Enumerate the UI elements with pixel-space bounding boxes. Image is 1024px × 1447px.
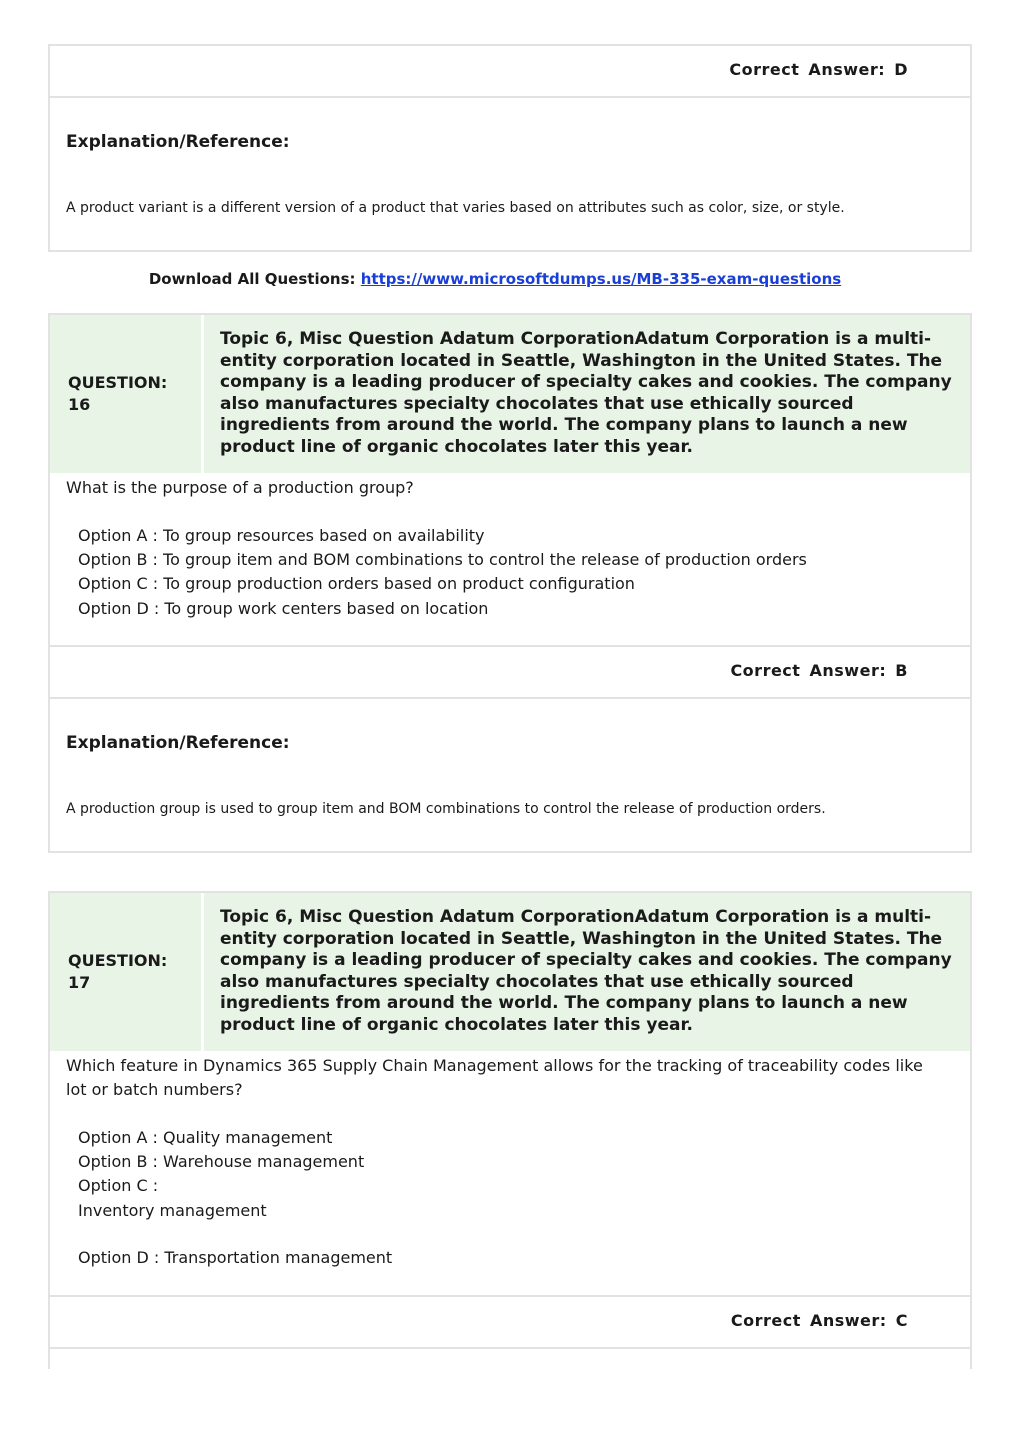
download-link[interactable]: https://www.microsoftdumps.us/MB-335-exam-questions	[360, 270, 842, 288]
option-a: Option A : Quality management	[78, 1128, 333, 1147]
question-label	[50, 315, 204, 473]
option-d: Option D : To group work centers based on location	[78, 599, 489, 618]
question-text: What is the purpose of a production group?	[66, 478, 414, 497]
option-c: Option C : To group production orders based on product configuration	[78, 574, 635, 593]
question-label	[50, 893, 204, 1051]
explanation-title: Explanation/Reference:	[66, 132, 290, 152]
correct-answer: Correct Answer: D	[729, 60, 908, 79]
question-label-text: QUESTION:	[68, 951, 168, 970]
question-text: Which feature in Dynamics 365 Supply Chain Management allows for the tracking of traceability codes like lot or batch numbers?	[66, 1056, 923, 1099]
question-topic: Topic 6, Misc Question Adatum CorporationAdatum Corporation is a multi-entity corporation located in Seattle, Washington in the United States. The company is a leading producer of specialty cakes and cookies. The company also manufactures specialty chocolates that use ethically sourced ingredients from around the world. The company plans to launch a new product line of organic chocolates later this year.	[220, 329, 952, 457]
answer-card-15	[48, 44, 972, 252]
question-card-16	[48, 313, 972, 853]
option-d: Option D : Transportation management	[78, 1248, 393, 1267]
correct-answer-row	[50, 1295, 970, 1349]
explanation-title: Explanation/Reference:	[66, 733, 290, 753]
explanation-text: A production group is used to group item and BOM combinations to control the release of production orders.	[66, 801, 826, 817]
question-body	[50, 1051, 970, 1295]
option-c-text: Inventory management	[78, 1201, 267, 1220]
question-header	[50, 893, 970, 1051]
correct-answer-row	[50, 645, 970, 699]
question-number: 17	[68, 973, 91, 992]
question-label-text: QUESTION:	[68, 373, 168, 392]
download-label: Download All Questions:	[148, 270, 356, 288]
question-body	[50, 473, 970, 645]
correct-answer: Correct Answer: B	[730, 661, 908, 680]
option-c: Option C :	[78, 1176, 159, 1195]
question-card-17	[48, 891, 972, 1369]
option-b: Option B : Warehouse management	[78, 1152, 365, 1171]
question-topic: Topic 6, Misc Question Adatum CorporationAdatum Corporation is a multi-entity corporation located in Seattle, Washington in the United States. The company is a leading producer of specialty cakes and cookies. The company also manufactures specialty chocolates that use ethically sourced ingredients from around the world. The company plans to launch a new product line of organic chocolates later this year.	[220, 907, 952, 1035]
explanation-section	[50, 699, 970, 849]
explanation-section	[50, 98, 970, 252]
question-header	[50, 315, 970, 473]
correct-answer: Correct Answer: C	[730, 1311, 908, 1330]
download-line	[0, 270, 990, 288]
option-b: Option B : To group item and BOM combinations to control the release of production orders	[78, 550, 807, 569]
question-number: 16	[68, 395, 91, 414]
correct-answer-row	[50, 46, 970, 98]
option-a: Option A : To group resources based on availability	[78, 526, 485, 545]
explanation-text: A product variant is a different version of a product that varies based on attributes such as color, size, or style.	[66, 200, 845, 216]
